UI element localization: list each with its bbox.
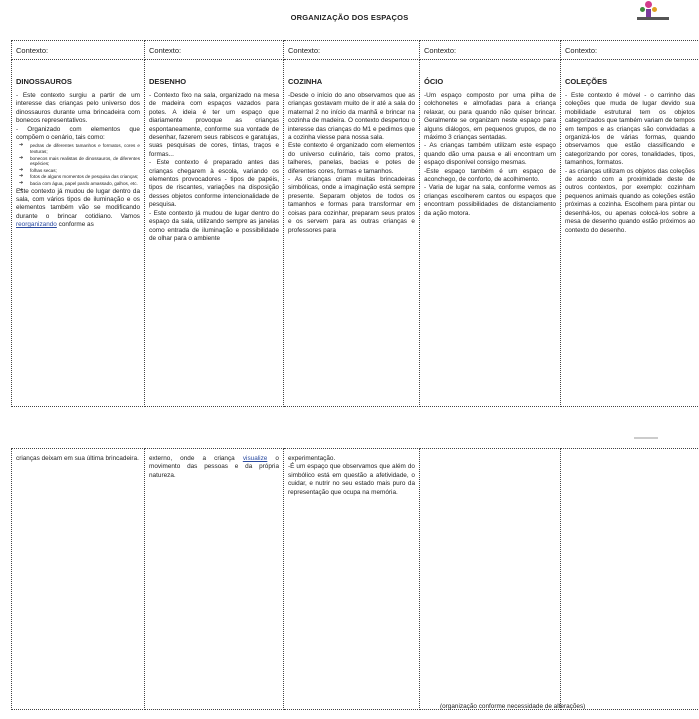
context-row xyxy=(12,41,699,60)
column-desenho xyxy=(145,60,284,407)
paragraph: crianças deixam em sua última brincadeira. xyxy=(16,455,139,462)
list-item: ➔ bacia com água, papel pardo amassado, galhos, etc. xyxy=(30,181,140,187)
context-label: Contexto: xyxy=(145,41,284,60)
paragraph: -Um espaço composto por uma pilha de colchonetes e almofadas para a criança relaxar, ou para quando não quiser brincar. Geralmente se organizam neste espaço para alguns diálogos, em pequenos grupos, de no máximo 3 crianças sentadas. xyxy=(424,92,556,142)
column-heading: ÓCIO xyxy=(424,77,444,86)
paragraph-text: o movimento das pessoas e da própria natureza. xyxy=(149,455,279,479)
column-colecoes-cont xyxy=(561,449,699,710)
footnote: (organização conforme necessidade de alterações) xyxy=(440,703,586,710)
column-cozinha xyxy=(284,60,420,407)
paragraph: - Este contexto é móvel - o carrinho das coleções que muda de lugar devido sua mobilidade estrutural tem os objetos categorizados que também variam de tempos em tempos e as crianças são convidadas a organizá-los de várias formas, quando observamos que estão classificando e categorizando por cores, tonalidades, tipos, tamanhos, formatos. xyxy=(565,92,695,167)
paragraph xyxy=(149,455,279,480)
paragraph: experimentação. xyxy=(288,455,336,462)
list-item: ➔ bonecos mais realistas de dinossauros, de diferentes espécies; xyxy=(30,156,140,167)
column-desenho-cont xyxy=(145,449,284,710)
page-title: ORGANIZAÇÃO DOS ESPAÇOS xyxy=(290,13,409,22)
paragraph-text: Este contexto já mudou de lugar dentro da sala, com vários tipos de iluminação e os elementos também vão se modificando durante o brincar cotidiano. Vamos xyxy=(16,187,140,220)
spaces-table-continued xyxy=(11,448,699,710)
column-dinossauros-cont xyxy=(12,449,145,710)
reorganizando-link[interactable]: reorganizando xyxy=(16,221,57,229)
paragraph: - Este contexto já mudou de lugar dentro do espaço da sala, utilizando sempre as janelas como entrada de iluminação e possibilidade de olhar para o ambiente xyxy=(149,209,279,242)
paragraph: - Contexto fixo na sala, organizado na mesa de madeira com espaços vazados para potes. A ideia é ter um espaço que diariamente provoque as crianças espontaneamente, conforme sua vontade de desenhar, fazerem seus rabiscos e garatujas, suas pesquisas de cores, tintas, traços e formas... xyxy=(149,92,279,158)
visualize-link[interactable]: visualize xyxy=(242,455,268,462)
paragraph: - as crianças utilizam os objetos das coleções de acordo com a proximidade deste de outros contextos, por exemplo: cozinham pequenos animais quando as coleções estão próximas a cozinha. Escolhem para pintar ou desenhá-los, ou apenas colocá-los sobre a mesa de desenho quando estão próximos ao contexto do desenho. xyxy=(565,167,695,234)
content-row-continued xyxy=(12,449,699,710)
paragraph: - As crianças também utilizam este espaço quando dão uma pausa e ali encontram um espaço disponível consigo mesmas. xyxy=(424,142,556,167)
context-label: Contexto: xyxy=(420,41,561,60)
paragraph: Este contexto é organizado com elementos do universo culinário, tais como pratos, talheres, panelas, bacias e potes de diferentes cores, formas e tamanhos. xyxy=(288,142,415,175)
elements-list xyxy=(16,143,140,186)
column-heading: COLEÇÕES xyxy=(565,77,608,86)
column-heading: DESENHO xyxy=(149,77,187,86)
paragraph xyxy=(16,188,140,230)
spaces-table xyxy=(11,40,699,407)
paragraph: - Organizado com elementos que compõem o cenário, tais como: xyxy=(16,125,140,142)
column-ocio-cont xyxy=(420,449,561,710)
paragraph: -Este espaço também é um espaço de aconchego, de conforto, de acolhimento. xyxy=(424,167,556,184)
column-ocio xyxy=(420,60,561,407)
list-item: ➔ pedras de diferentes tamanhos e formatos, cores e texturas; xyxy=(30,143,140,154)
paragraph: - Este contexto surgiu a partir de um interesse das crianças pelo universo dos dinossauros durante uma brincadeira com bonecos representativos. xyxy=(16,92,140,125)
paragraph-text: externo, onde a criança xyxy=(149,455,243,462)
column-cozinha-cont xyxy=(284,449,420,710)
context-label: Contexto: xyxy=(12,41,145,60)
paragraph: - As crianças criam muitas brincadeiras simbólicas, onde a imaginação está sempre presente. Separam objetos de todos os tamanhos e formas para transformar em coisas para cozinhar, preparam seus pratos e os servem para as outras crianças e professores para xyxy=(288,176,415,234)
context-label: Contexto: xyxy=(561,41,699,60)
column-colecoes xyxy=(561,60,699,407)
content-row xyxy=(12,60,699,407)
paragraph: - Varia de lugar na sala, conforme vemos as crianças escolherem cantos ou espaços que encontram possibilidades de distanciamento da ação motora. xyxy=(424,184,556,217)
paragraph-text: conforme as xyxy=(56,221,94,229)
paragraph: - Este contexto é preparado antes das crianças chegarem à escola, variando os elementos provocadores - tipos de papéis, tipos de riscantes, variações na disposição desses objetos conforme intencionalidade de pesquisa. xyxy=(149,159,279,209)
list-item: ➔ folhas secas; xyxy=(30,168,140,174)
paragraph: -Desde o início do ano observamos que as crianças gostavam muito de ir até a sala do maternal 2 no início da manhã e brincar na cozinha de madeira. O contexto despertou o interesse das crianças do M1 e pedimos que a cozinha viesse para nossa sala. xyxy=(288,92,415,142)
paragraph: -É um espaço que observamos que além do simbólico está em questão a afetividade, o cuidar, e nutrir no seu estado mais puro da representação que ocupa na memória. xyxy=(288,463,415,496)
column-heading: DINOSSAUROS xyxy=(16,77,72,86)
column-heading: COZINHA xyxy=(288,77,323,86)
page-break-mark xyxy=(634,437,658,439)
column-dinossauros xyxy=(12,60,145,407)
list-item: ➔ fotos de alguns momentos de pesquisa das crianças; xyxy=(30,174,140,180)
context-label: Contexto: xyxy=(284,41,420,60)
